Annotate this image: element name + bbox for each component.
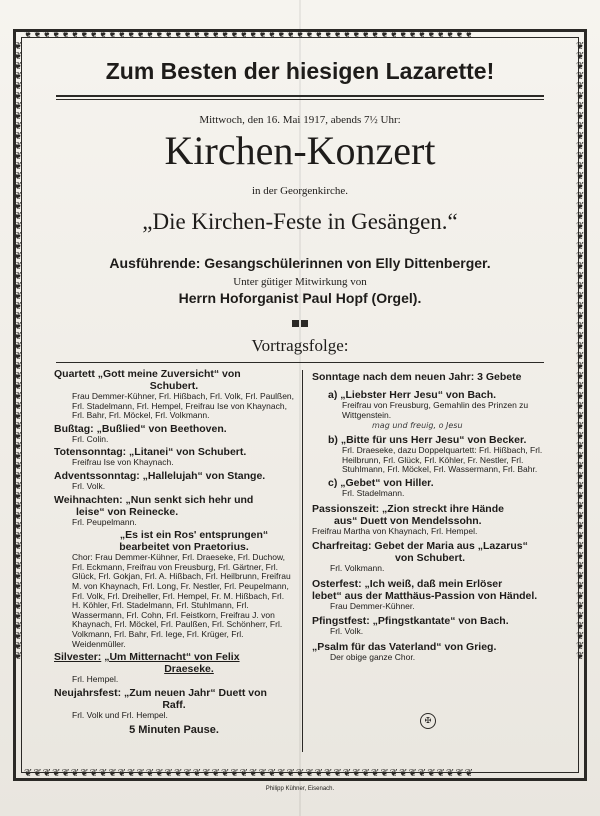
- cooperation-line: Unter gütiger Mitwirkung von: [233, 276, 367, 288]
- section-ornament: [287, 314, 313, 322]
- program-item: Osterfest: „Ich weiß, daß mein Erlöser lebet“ aus der Matthäus-Passion von Händel. Frau Demmer-Kühner.: [312, 577, 538, 611]
- program-item: Neujahrsfest: „Zum neuen Jahr“ Duett von Raff. Frl. Volk und Frl. Hempel.: [54, 686, 267, 720]
- program-item: Bußtag: „Bußlied“ von Beethoven. Frl. Colin.: [54, 422, 227, 444]
- program-item: a) „Liebster Herr Jesu“ von Bach. Freifrau von Freusburg, Gemahlin des Prinzen zu Wittgenstein. mag und freuig, o Jesu: [312, 389, 548, 432]
- printer-emblem-icon: ✠: [420, 713, 436, 729]
- printer-credit: Philipp Kühner, Eisenach.: [265, 786, 335, 792]
- floral-border-bottom: ❦❦❦❦❦❦❦❦❦❦❦❦❦❦❦❦❦❦❦❦❦❦❦❦❦❦❦❦❦❦❦❦❦❦❦❦❦❦❦❦❦❦❦❦❦❦❦❦: [24, 769, 475, 779]
- program-item: Adventssonntag: „Hallelujah“ von Stange. Frl. Volk.: [54, 469, 266, 491]
- floral-border-right: ❦❦❦❦❦❦❦❦❦❦❦❦❦❦❦❦❦❦❦❦❦❦❦❦❦❦❦❦❦❦❦❦❦❦❦❦❦❦❦❦❦❦❦❦❦❦❦❦❦❦❦❦❦❦❦❦❦❦❦❦❦❦: [576, 42, 586, 662]
- handwritten-note: mag und freuig, o Jesu: [372, 421, 463, 431]
- program-rule: [56, 362, 544, 363]
- program-left-column: [54, 368, 294, 736]
- program-item: Passionszeit: „Zion streckt ihre Hände aus“ Duett von Mendelssohn. Freifrau Martha von Khaynach, Frl. Hempel.: [312, 502, 504, 536]
- program-item: c) „Gebet“ von Hiller. Frl. Stadelmann.: [328, 476, 434, 498]
- dateline: Mittwoch, den 16. Mai 1917, abends 7½ Uhr:: [199, 114, 401, 126]
- program-item: „Psalm für das Vaterland“ von Grieg. Der obige ganze Chor.: [312, 640, 497, 662]
- organist-line: Herrn Hoforganist Paul Hopf (Orgel).: [178, 290, 422, 306]
- headline-rule: [56, 95, 544, 97]
- floral-border-left: ❦❦❦❦❦❦❦❦❦❦❦❦❦❦❦❦❦❦❦❦❦❦❦❦❦❦❦❦❦❦❦❦❦❦❦❦❦❦❦❦❦❦❦❦❦❦❦❦❦❦❦❦❦❦❦❦❦❦❦❦❦❦: [14, 42, 24, 662]
- silvester-label: Silvester:: [54, 651, 102, 664]
- program-item: Charfreitag: Gebet der Maria aus „Lazarus“ von Schubert. Frl. Volkmann.: [312, 540, 528, 574]
- program-item: b) „Bitte für uns Herr Jesu“ von Becker. Frl. Draeseke, dazu Doppelquartett: Frl. Hißbach, Frl. Heilbrunn, Frl. Glück, Frl. Köhler, Fr. Nestler, Frl. Stuhlmann, Frl. Möckel, Frl. Wassermann, Frl. Bahr.: [328, 434, 543, 475]
- performers-line: Ausführende: Gesangschülerinnen von Elly Dittenberger.: [109, 255, 491, 271]
- program-right-column: [312, 371, 548, 665]
- program-item: Weihnachten: „Nun senkt sich hehr und leise“ von Reinecke. Frl. Peupelmann.: [54, 493, 254, 527]
- page-title: Kirchen-Konzert: [164, 128, 436, 173]
- program-item: Quartett „Gott meine Zuversicht“ von Schubert. Frau Demmer-Kühner, Frl. Hißbach, Frl. Volk, Frl. Paulßen, Frl. Stadelmann, Frl. Hempel, Freifrau Ise von Khaynach, Frl. Bahr, Frl. Möckel, Frl. Volkmann.: [54, 368, 295, 421]
- program-item: Pfingstfest: „Pfingstkantate“ von Bach. Frl. Volk.: [312, 615, 509, 637]
- intermission-note: 5 Minuten Pause.: [129, 724, 219, 737]
- program-item: Totensonntag: „Litanei“ von Schubert. Freifrau Ise von Khaynach.: [54, 446, 247, 468]
- program-item: Sonntage nach dem neuen Jahr: 3 Gebete: [312, 371, 522, 383]
- headline-rule-thin: [56, 99, 544, 100]
- program-item: Silvester: „Um Mitternacht“ von Felix Draeseke. Frl. Hempel.: [54, 651, 240, 685]
- concert-motto: „Die Kirchen-Feste in Gesängen.“: [142, 209, 458, 234]
- headline: Zum Besten der hiesigen Lazarette!: [105, 58, 495, 84]
- venue-line: in der Georgenkirche.: [251, 185, 348, 197]
- program-item: „Es ist ein Ros' entsprungen“ bearbeitet von Praetorius. Chor: Frau Demmer-Kühner, Frl. Draeseke, Frl. Duchow, Frl. Eckmann, Freifrau von Freusburg, Frl. Gärtner, Frl. Glück, Frl. Gokjan, Frl. A. Hißbach, Frl. Heilbrunn, Freifrau M. von Khaynach, Frl. Long, Fr. Nestler, Frl. Peupelmann, Frl. Volk, Frl. Dreiheller, Frl. Hempel, Fr. M. Hißbach, Frl. H. Köhler, Frl. Stadelmann, Frl. Stuhlmann, Frl. Wassermann, Frl. Cohn, Frl. Feistkorn, Freifrau J. von Khaynach, Frl. Möckel, Frl. Paulßen, Frl. Schönherr, Frl. Volkmann, Frl. Bahr, Frl. Iege, Frl. Krüger, Frl. Weidenmüller.: [72, 529, 291, 649]
- floral-border-top: ❦❦❦❦❦❦❦❦❦❦❦❦❦❦❦❦❦❦❦❦❦❦❦❦❦❦❦❦❦❦❦❦❦❦❦❦❦❦❦❦❦❦❦❦❦❦❦❦: [24, 30, 475, 40]
- silvester-work: „Um Mitternacht“ von Felix: [104, 651, 240, 664]
- column-divider: [302, 370, 303, 752]
- program-heading: Vortragsfolge:: [251, 336, 349, 355]
